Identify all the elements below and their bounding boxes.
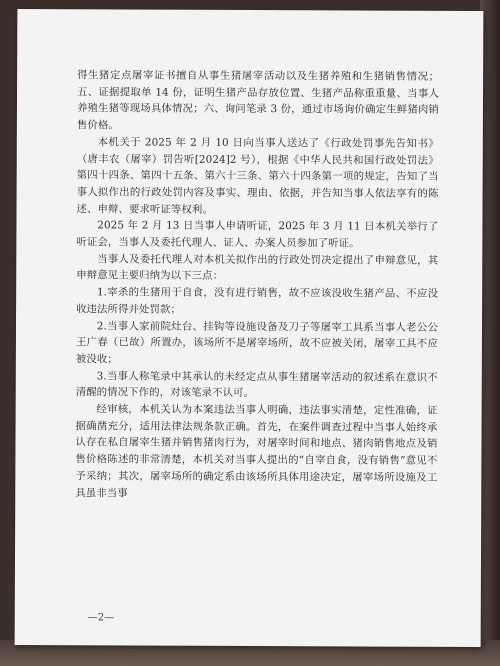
- document-body: [75, 67, 439, 503]
- background-right: [480, 0, 500, 666]
- paragraph-5: 1.宰杀的生猪用于自食，没有进行销售，故不应该没收生猪产品、不应没收违法所得并处罚款；: [76, 286, 439, 316]
- paragraph-6: 2.当事人家前院灶台、挂钩等设施设备及刀子等屠宰工具系当事人老公公王广春（已故）所置办，该场所不是屠宰场所，故不应被关闭，屠宰工具不应被没收；: [75, 319, 439, 366]
- paragraph-1: 得生猪定点屠宰证书擅自从事生猪屠宰活动以及生猪养殖和生猪销售情况；五、证据提取单 14 份，证明生猪产品存放位置、生猪产品称重重量、当事人养殖生猪等现场具体情况；六、询问笔录 3 份，通过市场询价确定生鲜猪肉销售价格。: [76, 69, 440, 132]
- paragraph-4: 当事人及委托代理人对本机关拟作出的行政处罚决定提出了申辩意见，其申辩意见主要归纳为以下三点：: [76, 253, 439, 283]
- document-page: [15, 9, 484, 647]
- paragraph-7: 3.当事人称笔录中其承认的未经定点从事生猪屠宰活动的叙述系在意识不清醒的情况下作的，对该笔录不认可。: [75, 369, 438, 400]
- paragraph-3: 2025 年 2 月 13 日当事人申请听证，2025 年 3 月 11 日本机关举行了听证会，当事人及委托代理人、证人、办案人员参加了听证。: [76, 219, 439, 250]
- paragraph-2: 本机关于 2025 年 2 月 10 日向当事人送达了《行政处罚事先告知书》（唐丰农（屠宰）罚告听[2024]2 号），根据《中华人民共和国行政处罚法》第四十四条、第四十五条、第六十三条、第六十四条第一项的规定，告知了当事人拟作出的行政处罚内容及事实、理由、依据，并告知当事人依法享有的陈述、申辩、要求听证等权利。: [76, 136, 439, 216]
- page-number: —2—: [87, 612, 115, 624]
- paragraph-8: 经审核，本机关认为本案违法当事人明确，违法事实清楚，定性准确，证据确凿充分，适用法律法规条款正确。首先，在案件调查过程中当事人始终承认存在私自屠宰生猪并销售猪肉行为，对屠宰时间和地点、猪肉销售地点及销售价格陈述的非常清楚，本机关对当事人提出的“自宰自食，没有销售”意见不予采纳；其次，屠宰场所的确定系由该场所具体用途决定，屠宰场所设施及工具虽非当事: [75, 403, 438, 500]
